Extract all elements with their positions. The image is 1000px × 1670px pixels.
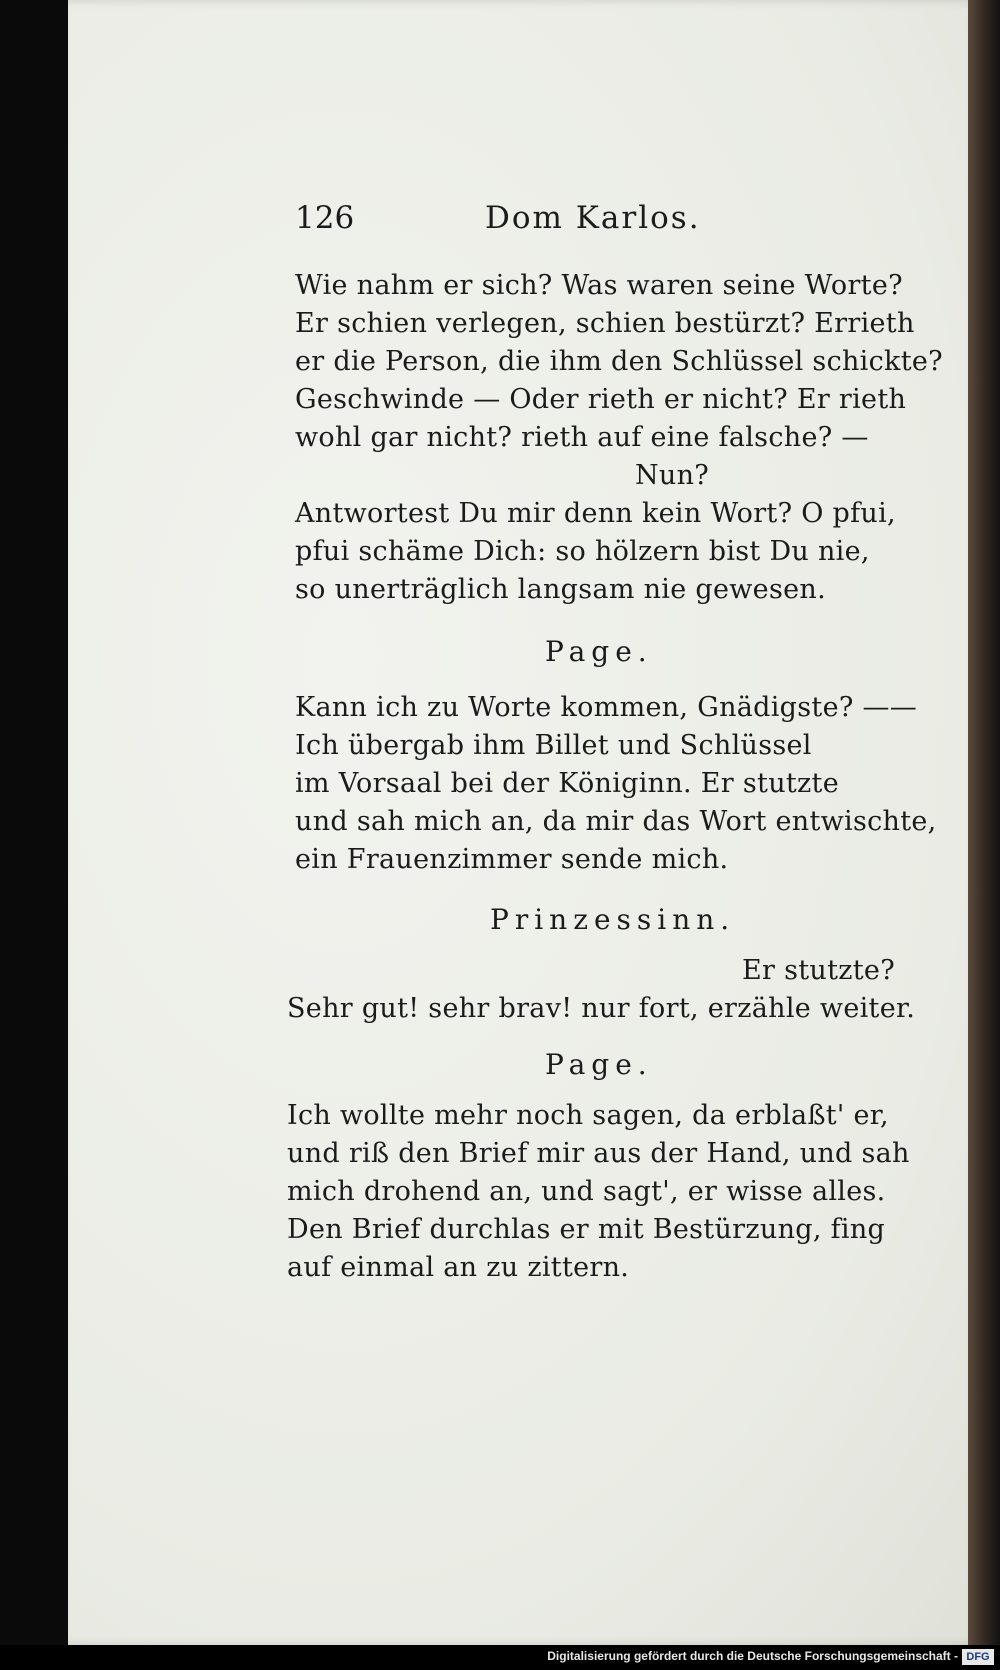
text-line: Kann ich zu Worte kommen, Gnädigste? ——	[295, 692, 918, 723]
text-line: pfui schäme Dich: so hölzern bist Du nie,	[295, 536, 870, 567]
text-line: Antwortest Du mir denn kein Wort? O pfui,	[295, 498, 896, 529]
footer-bar	[0, 1645, 1000, 1670]
book-spine	[968, 0, 1000, 1645]
text-line: wohl gar nicht? rieth auf eine falsche? —	[295, 422, 869, 453]
text-line: Ich übergab ihm Billet und Schlüssel	[295, 730, 812, 761]
text-line: Nun?	[635, 460, 710, 491]
text-line: Ich wollte mehr noch sagen, da erblaßt' er,	[287, 1100, 889, 1131]
speaker-name: Prinzessinn.	[490, 903, 736, 936]
text-line: ein Frauenzimmer sende mich.	[295, 844, 729, 875]
speaker-name: Page.	[545, 1048, 653, 1081]
text-line: Er stutzte?	[742, 955, 895, 986]
text-line: und sah mich an, da mir das Wort entwischte,	[295, 806, 937, 837]
text-line: mich drohend an, und sagt', er wisse alles.	[287, 1176, 886, 1207]
text-line: Er schien verlegen, schien bestürzt? Errieth	[295, 308, 915, 339]
text-line: im Vorsaal bei der Königinn. Er stutzte	[295, 768, 839, 799]
text-line: Sehr gut! sehr brav! nur fort, erzähle weiter.	[287, 993, 916, 1024]
text-line: auf einmal an zu zittern.	[287, 1252, 630, 1283]
dfg-logo: DFG	[962, 1649, 994, 1665]
text-line: er die Person, die ihm den Schlüssel schickte?	[295, 346, 943, 377]
text-line: und riß den Brief mir aus der Hand, und sah	[287, 1138, 910, 1169]
text-line: Den Brief durchlas er mit Bestürzung, fing	[287, 1214, 886, 1245]
page-number: 126	[295, 200, 355, 236]
speaker-name: Page.	[545, 635, 653, 668]
digitization-credit: Digitalisierung gefördert durch die Deutsche Forschungsgemeinschaft -	[547, 1649, 958, 1663]
page-header	[295, 200, 895, 248]
text-line: so unerträglich langsam nie gewesen.	[295, 574, 826, 605]
text-line: Geschwinde — Oder rieth er nicht? Er rieth	[295, 384, 907, 415]
text-line: Wie nahm er sich? Was waren seine Worte?	[295, 270, 903, 301]
running-head: Dom Karlos.	[485, 200, 701, 236]
